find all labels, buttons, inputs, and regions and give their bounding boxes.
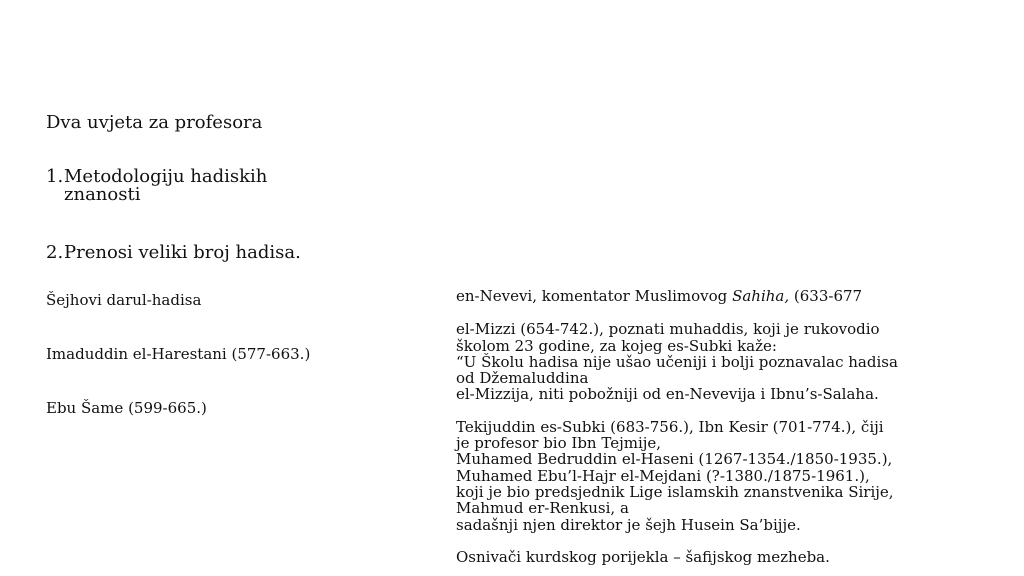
condition-text-1: Metodologiju hadiskih znanosti (64, 166, 268, 205)
mizzi-line: el-Mizzija, niti pobožniji od en-Nevevija i Ibnu’s-Salaha. (456, 385, 879, 404)
right-column (456, 288, 1016, 565)
left-column (46, 112, 336, 416)
subki-line: Mahmud er-Renkusi, a (456, 499, 629, 518)
condition-number-1: 1. (46, 166, 64, 187)
subki-line: koji je bio predsjednik Lige islamskih znanstvenika Sirije, (456, 482, 894, 501)
subki-line: je profesor bio Ibn Tejmije, (456, 434, 662, 453)
scholar-line-3: Ebu Šame (599-665.) (46, 399, 207, 417)
condition-item-2 (46, 244, 336, 262)
founders-line: Osnivači kurdskog porijekla – šafijskog mezheba. (456, 547, 830, 566)
subki-line: Muhamed Bedruddin el-Haseni (1267-1354./1850-1935.), (456, 450, 893, 469)
subki-line: sadašnji njen direktor je šejh Husein Sa’bijje. (456, 515, 801, 534)
slide-heading: Dva uvjeta za profesora (46, 112, 263, 133)
mizzi-paragraph (456, 321, 1016, 402)
sahiha-title: Sahiha, (732, 287, 790, 305)
nevevi-prefix: en-Nevevi, komentator Muslimovog (456, 287, 733, 305)
subki-line: Muhamed Ebu’l-Hajr el-Mejdani (?-1380./1875-1961.), (456, 466, 870, 485)
mizzi-line: el-Mizzi (654-742.), poznati muhaddis, koji je rukovodio (456, 320, 880, 339)
mizzi-line: školom 23 godine, za kojeg es-Subki kaže: (456, 336, 777, 355)
condition-item-1 (46, 168, 336, 204)
condition-text-2: Prenosi veliki broj hadisa. (64, 242, 301, 263)
scholar-line-2: Imaduddin el-Harestani (577-663.) (46, 345, 311, 363)
mizzi-line: “U Školu hadisa nije ušao učeniji i bolji poznavalac hadisa (456, 352, 898, 371)
condition-number-2: 2. (46, 242, 64, 263)
scholar-line-1: Šejhovi darul-hadisa (46, 291, 202, 309)
nevevi-suffix: (633-677 (789, 287, 863, 305)
mizzi-line: od Džemaluddina (456, 369, 589, 388)
nevevi-line (456, 288, 1016, 304)
subki-line: Tekijuddin es-Subki (683-756.), Ibn Kesir (701-774.), čiji (456, 417, 884, 436)
subki-paragraph (456, 419, 1016, 533)
